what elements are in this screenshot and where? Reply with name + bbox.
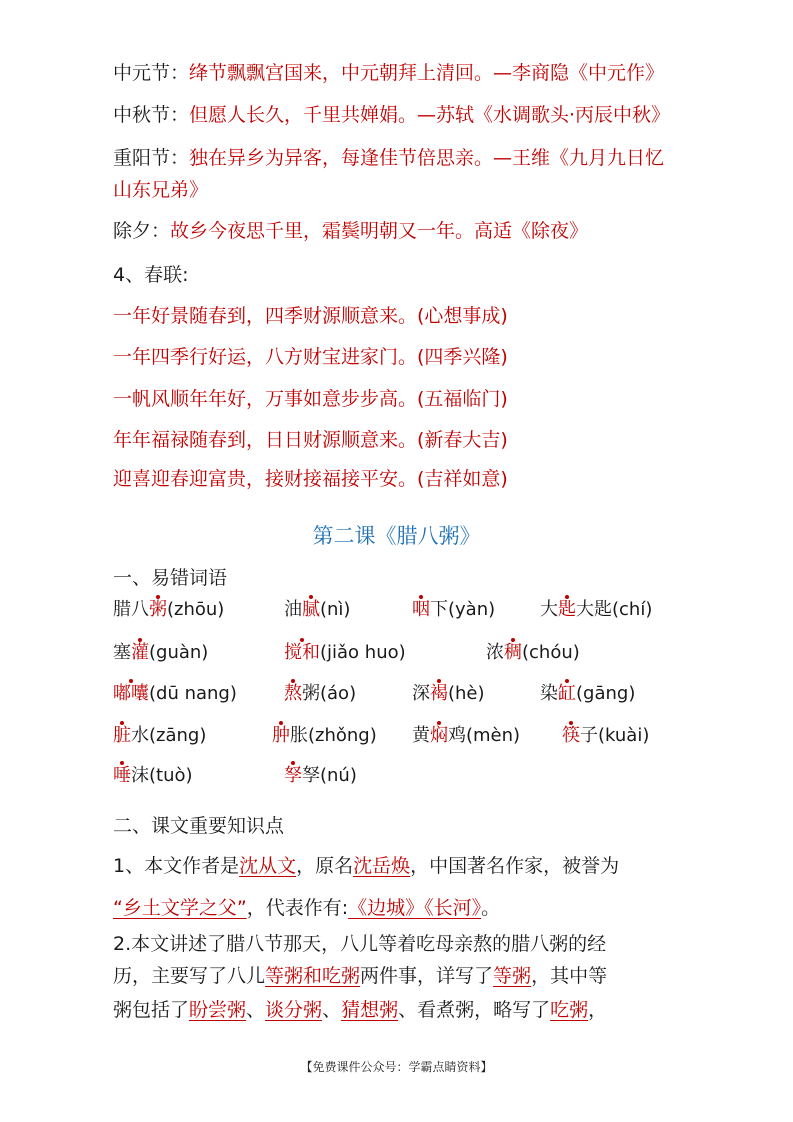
couplet-item: 一年四季行好运，八方财宝进家门。(四季兴隆) (113, 346, 508, 368)
festival-line (113, 60, 664, 86)
couplet-item: 一帆风顺年年好，万事如意步步高。(五福临门) (113, 388, 508, 410)
festival-line (113, 218, 588, 244)
footer-note: 【免费课件公众号：学霸点睛资料】 (300, 1060, 493, 1074)
vocab-item: 筷子(kuài) (562, 725, 650, 746)
vocab-item: 嘟囔(dū nang) (113, 683, 237, 704)
vocab-item: 浓稠(chóu) (486, 642, 580, 663)
couplets-heading: 4、春联: (113, 264, 189, 286)
vocab-item: 深褐(hè) (412, 683, 485, 704)
knowledge-point-2-cont: 历，主要写了八儿等粥和吃粥两件事，详写了等粥，其中等 (113, 965, 608, 987)
festival-poem: 但愿人长久，千里共婵娟。—苏轼《水调歌头·丙辰中秋》 (189, 104, 671, 126)
knowledge-point-1-cont: “乡土文学之父”，代表作有:《边城》《长河》。 (113, 897, 501, 919)
festival-poem-continued: 山东兄弟》 (113, 179, 209, 201)
representative-works: 《边城》《长河》 (348, 897, 482, 919)
vocab-item: 搅和(jiǎo huo) (284, 642, 406, 663)
vocab-item: 唾沫(tuò) (113, 765, 193, 786)
vocab-item: 油腻(nì) (284, 599, 351, 620)
vocab-item: 染缸(gāng) (540, 683, 636, 704)
section-heading: 一、易错词语 (113, 567, 228, 589)
festival-label: 重阳节： (113, 147, 190, 169)
vocab-item: 脏水(zāng) (113, 725, 207, 746)
festival-line (113, 102, 670, 128)
festival-label: 中元节： (113, 62, 190, 84)
knowledge-point-2: 2.本文讲述了腊八节那天，八儿等着吃母亲熬的腊八粥的经 (113, 933, 607, 955)
vocab-item: 黄焖鸡(mèn) (412, 725, 521, 746)
couplet-item: 迎喜迎春迎富贵，接财接福接平安。(吉祥如意) (113, 468, 508, 490)
festival-line (113, 145, 664, 171)
vocab-item: 咽下(yàn) (412, 599, 496, 620)
section-heading: 二、课文重要知识点 (113, 815, 285, 837)
festival-label: 除夕： (113, 220, 171, 242)
vocab-item: 塞灌(guàn) (113, 642, 209, 663)
festival-poem: 独在异乡为异客，每逢佳节倍思亲。—王维《九月九日忆 (189, 147, 665, 169)
festival-poem: 绛节飘飘宫国来，中元朝拜上清回。—李商隐《中元作》 (189, 62, 665, 84)
vocab-item: 大匙大匙(chí) (540, 599, 653, 620)
knowledge-point-2-cont: 粥包括了盼尝粥、谈分粥、猜想粥、看煮粥，略写了吃粥， (113, 999, 608, 1021)
festival-poem: 故乡今夜思千里，霜鬓明朝又一年。高适《除夜》 (170, 220, 589, 242)
author-title: “乡土文学之父” (113, 897, 247, 919)
vocab-item: 肿胀(zhǒng) (272, 725, 377, 746)
original-name: 沈岳焕 (353, 855, 411, 877)
vocab-item: 孥孥(nú) (284, 765, 357, 786)
vocab-item: 熬粥(áo) (284, 683, 357, 704)
lesson-title: 第二课《腊八粥》 (312, 524, 481, 548)
festival-label: 中秋节： (113, 104, 190, 126)
knowledge-point-1: 1、本文作者是沈从文，原名沈岳焕，中国著名作家，被誉为 (113, 855, 620, 877)
vocab-item: 腊八粥(zhōu) (113, 599, 225, 620)
couplet-item: 一年好景随春到，四季财源顺意来。(心想事成) (113, 305, 508, 327)
author-name: 沈从文 (239, 855, 297, 877)
couplet-item: 年年福禄随春到，日日财源顺意来。(新春大吉) (113, 429, 508, 451)
